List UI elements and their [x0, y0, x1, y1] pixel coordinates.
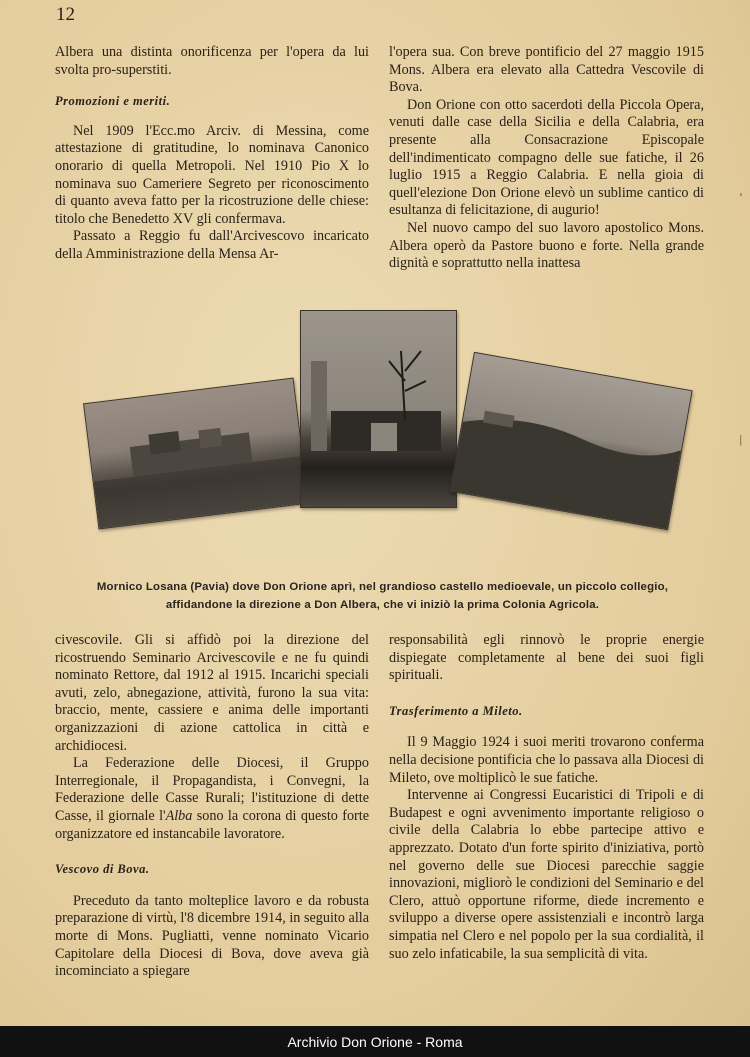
paragraph: Passato a Reggio fu dall'Arcivescovo incaricato della Amministrazione della Mensa Ar-: [55, 228, 369, 262]
photo-castle-gate: [300, 310, 457, 508]
photo-castle-village: [83, 378, 309, 530]
margin-mark: ': [739, 190, 742, 204]
newspaper-title: Alba: [165, 807, 193, 824]
paragraph: [55, 755, 369, 843]
paragraph: Don Orione con otto sacerdoti della Piccola Opera, venuti dalle case della Sicilia e della Calabria, era presente alla Consacrazione Episcopale dell'indimenticato compagno delle sue fatiche, il 26 luglio 1915 a Reggio Calabria. E nella gioia di quell'elezione Don Orione elevò un sublime cantico di esultanza di felicitazione, di augurio!: [389, 96, 704, 219]
photo-collage: [60, 300, 700, 570]
paragraph: Il 9 Maggio 1924 i suoi meriti trovarono conferma nella decisione pontificia che lo passava alla Diocesi di Mileto, ove moltiplicò le sue fatiche.: [389, 734, 704, 786]
column-top-left: [55, 44, 369, 264]
margin-mark: |: [739, 432, 742, 446]
paragraph-text: sono la corona di questo forte organizzatore ed instancabile lavoratore.: [55, 807, 369, 842]
page-number: 12: [56, 4, 75, 25]
paragraph: responsabilità egli rinnovò le proprie energie dispiegate completamente al bene dei suoi figli spirituali.: [389, 632, 704, 684]
paragraph: Albera una distinta onorificenza per l'opera da lui svolta pro-superstiti.: [55, 44, 369, 78]
paragraph: Nel nuovo campo del suo lavoro apostolico Mons. Albera operò da Pastore buono e forte. Nella grande dignità e soprattutto nella inattesa: [389, 219, 704, 272]
paragraph: civescovile. Gli si affidò poi la direzione del ricostruendo Seminario Arcivescovile e ne fu quindi nominato Rettore, dal 1912 al 1915. Incarichi speciali avuti, zelo, abnegazione, attività, furono la sua vita: braccio, mente, cassiere e anima delle importanti organizzazioni di azione cattolica in città e archidiocesi.: [55, 632, 369, 754]
section-heading-trasferimento: Trasferimento a Mileto.: [389, 703, 523, 718]
paragraph: Preceduto da tanto molteplice lavoro e da robusta preparazione di virtù, l'8 dicembre 1914, in seguito alla morte di Mons. Pugliatti, venne nominato Vicario Capitolare della Diocesi di Bova, dove aveva già incominciato a spiegare: [55, 892, 369, 980]
column-bottom-right: [389, 632, 704, 963]
caption-line-2: affidandone la direzione a Don Albera, che vi iniziò la prima Colonia Agricola.: [165, 599, 600, 611]
paragraph: l'opera sua. Con breve pontificio del 27 maggio 1915 Mons. Albera era elevato alla Cattedra Vescovile di Bova.: [389, 44, 704, 96]
paragraph: Nel 1909 l'Ecc.mo Arciv. di Messina, come attestazione di gratitudine, lo nominava Canonico onorario di quella Metropoli. Nel 1910 Pio X lo nominava suo Cameriere Segreto per riconoscimento di quanto aveva fatto per la ricostruzione delle chiese: titolo che Benedetto XV gli confermava.: [55, 122, 369, 227]
column-top-right: [389, 44, 704, 273]
footer-archive-label: Archivio Don Orione - Roma: [287, 1034, 463, 1050]
photo-caption: [55, 578, 710, 614]
caption-line-1: Mornico Losana (Pavia) dove Don Orione aprì, nel grandioso castello medioevale, un piccolo collegio,: [96, 581, 669, 593]
section-heading-promozioni: Promozioni e meriti.: [55, 94, 171, 109]
paragraph-text: La Federazione delle Diocesi, il Gruppo Interregionale, il Propagandista, i Convegni, la Federazione delle Casse Rurali; l'istituzione di dette Casse, il giornale l': [55, 755, 369, 824]
section-heading-vescovo: Vescovo di Bova.: [55, 862, 150, 877]
photo-landscape: [449, 352, 692, 530]
column-bottom-left: [55, 632, 369, 981]
paragraph: Intervenne ai Congressi Eucaristici di Tripoli e di Budapest e ogni avvenimento importante religioso o civile della Calabria lo ebbe partecipe attivo e apprezzato. Dotato d'un forte spirito d'iniziativa, portò nel governo delle sue Diocesi parecchie saggie innovazioni, migliorò le condizioni del Seminario e del Clero, attuò opportune riforme, diede incremento e sviluppo a diverse opere assistenziali e incontrò larga simpatia nel Clero e nel popolo per la sua cordialità, il suo zelo infaticabile, la sua semplicità di vita.: [389, 787, 704, 962]
